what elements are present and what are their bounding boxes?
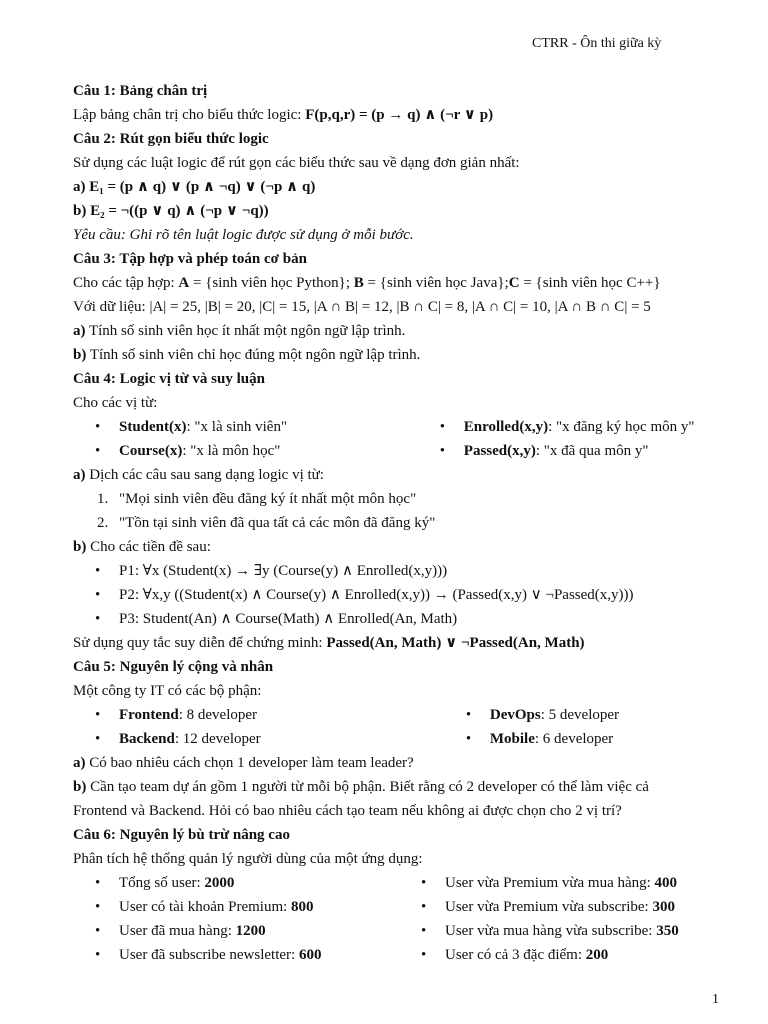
q5-part-a bbox=[73, 751, 733, 775]
bullet-icon: • bbox=[421, 923, 427, 939]
bullet-icon: • bbox=[95, 443, 101, 459]
q1-text bbox=[73, 103, 733, 127]
bullet-icon: • bbox=[95, 587, 101, 603]
list-item bbox=[73, 895, 399, 919]
predicate-name: Course(x) bbox=[119, 443, 183, 459]
bullet-icon: • bbox=[465, 707, 472, 723]
list-item bbox=[73, 919, 399, 943]
bullet-icon: • bbox=[439, 443, 446, 459]
list-item bbox=[73, 727, 444, 751]
stat-value: 200 bbox=[585, 947, 609, 963]
predicate-name: Enrolled(x,y) bbox=[463, 419, 549, 435]
stat-label: User có cả 3 đặc điểm: bbox=[445, 947, 586, 963]
set-a-label: A bbox=[178, 275, 190, 291]
list-item bbox=[418, 415, 733, 439]
bullet-icon: • bbox=[95, 947, 101, 963]
q5-intro: Một công ty IT có các bộ phận: bbox=[73, 683, 262, 699]
list-item bbox=[73, 703, 444, 727]
q6-title: Câu 6: Nguyên lý bù trừ nâng cao bbox=[73, 827, 290, 843]
q4-a-item: "Mọi sinh viên đều đăng ký ít nhất một môn học" bbox=[119, 491, 417, 507]
bullet-icon: • bbox=[95, 419, 101, 435]
stat-label: Tổng số user: bbox=[119, 875, 205, 891]
dept-name: DevOps bbox=[489, 707, 541, 723]
dept-desc: : 12 developer bbox=[174, 731, 261, 747]
bullet-icon: • bbox=[421, 899, 427, 915]
q4-intro: Cho các vị từ: bbox=[73, 395, 158, 411]
q1-expression: F(p,q,r) = (p → q) ∧ (¬r ∨ p) bbox=[305, 107, 494, 123]
q3-a-label: a) bbox=[73, 323, 86, 339]
bullet-icon: • bbox=[95, 875, 101, 891]
q5-a-label: a) bbox=[73, 755, 86, 771]
q5-part-b bbox=[73, 775, 733, 799]
q4-b-text: Cho các tiền đề sau: bbox=[86, 539, 211, 555]
stat-label: User vừa Premium vừa subscribe: bbox=[445, 899, 653, 915]
page-number: 1 bbox=[712, 992, 719, 1007]
list-item bbox=[399, 943, 733, 967]
stat-value: 2000 bbox=[204, 875, 235, 891]
list-item bbox=[73, 511, 733, 535]
bullet-icon: • bbox=[95, 923, 101, 939]
bullet-icon: • bbox=[439, 419, 446, 435]
page-header: CTRR - Ôn thi giữa kỳ bbox=[532, 36, 662, 51]
dept-desc: : 6 developer bbox=[534, 731, 614, 747]
q1-title: Câu 1: Bảng chân trị bbox=[73, 83, 208, 99]
q4-conclusion-text: Sử dụng quy tắc suy diễn để chứng minh: bbox=[73, 635, 327, 651]
q3-a-text: Tính số sinh viên học ít nhất một ngôn ngữ lập trình. bbox=[85, 323, 406, 339]
q6-intro: Phân tích hệ thống quản lý người dùng của một ứng dụng: bbox=[73, 851, 423, 867]
q4-title: Câu 4: Logic vị từ và suy luận bbox=[73, 371, 265, 387]
q3-sets-prefix: Cho các tập hợp: bbox=[73, 275, 179, 291]
list-item bbox=[444, 703, 733, 727]
stat-value: 400 bbox=[654, 875, 678, 891]
predicate-desc: : "x đã qua môn y" bbox=[535, 443, 649, 459]
q4-b-label: b) bbox=[73, 539, 87, 555]
predicate-name: Student(x) bbox=[119, 419, 187, 435]
stat-label: User đã subscribe newsletter: bbox=[119, 947, 299, 963]
bullet-icon: • bbox=[95, 899, 101, 915]
q2-part-b: b) E₂ = ¬((p ∨ q) ∧ (¬p ∨ ¬q)) bbox=[73, 203, 269, 219]
bullet-icon: • bbox=[95, 611, 101, 627]
predicate-name: Passed(x,y) bbox=[463, 443, 536, 459]
q4-a-text: Dịch các câu sau sang dạng logic vị từ: bbox=[85, 467, 324, 483]
q3-sets bbox=[73, 271, 733, 295]
q3-b-text: Tính số sinh viên chỉ học đúng một ngôn ngữ lập trình. bbox=[86, 347, 421, 363]
q5-dept-list bbox=[73, 703, 733, 751]
q5-part-b-cont: Frontend và Backend. Hỏi có bao nhiêu cách tạo team nếu không ai được chọn cho 2 vị trí? bbox=[73, 803, 622, 819]
q2-requirement: Yêu cầu: Ghi rõ tên luật logic được sử dụng ở mỗi bước. bbox=[73, 227, 414, 243]
list-item bbox=[73, 607, 733, 631]
q5-a-text: Có bao nhiêu cách chọn 1 developer làm team leader? bbox=[85, 755, 414, 771]
q5-b-label: b) bbox=[73, 779, 87, 795]
q3-title: Câu 3: Tập hợp và phép toán cơ bản bbox=[73, 251, 307, 267]
stat-value: 600 bbox=[298, 947, 322, 963]
q4-part-b bbox=[73, 535, 733, 559]
list-number: 2. bbox=[97, 515, 109, 531]
set-b-label: B bbox=[353, 275, 364, 291]
stat-label: User vừa Premium vừa mua hàng: bbox=[445, 875, 655, 891]
dept-name: Mobile bbox=[489, 731, 535, 747]
q4-a-label: a) bbox=[73, 467, 86, 483]
set-c-def: = {sinh viên học C++} bbox=[519, 275, 661, 291]
bullet-icon: • bbox=[95, 707, 101, 723]
bullet-icon: • bbox=[421, 947, 427, 963]
set-c-label: C bbox=[508, 275, 520, 291]
stat-value: 800 bbox=[291, 899, 314, 915]
list-item bbox=[399, 919, 733, 943]
q4-part-a bbox=[73, 463, 733, 487]
stat-label: User vừa mua hàng vừa subscribe: bbox=[445, 923, 657, 939]
bullet-icon: • bbox=[95, 731, 101, 747]
q5-title: Câu 5: Nguyên lý cộng và nhân bbox=[73, 659, 274, 675]
list-number: 1. bbox=[97, 491, 109, 507]
stat-value: 300 bbox=[652, 899, 675, 915]
set-a-def: = {sinh viên học Python}; bbox=[189, 275, 354, 291]
list-item bbox=[73, 487, 733, 511]
q3-part-b bbox=[73, 343, 733, 367]
q4-predicate-list bbox=[73, 415, 733, 463]
list-item bbox=[399, 895, 733, 919]
premise-p1: P1: ∀x (Student(x) → ∃y (Course(y) ∧ Enrolled(x,y))) bbox=[119, 563, 448, 579]
list-item bbox=[73, 415, 418, 439]
bullet-icon: • bbox=[465, 731, 472, 747]
stat-label: User có tài khoản Premium: bbox=[119, 899, 292, 915]
list-item bbox=[399, 871, 733, 895]
premise-p3: P3: Student(An) ∧ Course(Math) ∧ Enrolled(An, Math) bbox=[119, 611, 458, 627]
list-item bbox=[444, 727, 733, 751]
dept-name: Frontend bbox=[119, 707, 179, 723]
q4-a-item: "Tồn tại sinh viên đã qua tất cả các môn đã đăng ký" bbox=[119, 515, 436, 531]
bullet-icon: • bbox=[95, 563, 101, 579]
document-body bbox=[73, 79, 733, 967]
predicate-desc: : "x đăng ký học môn y" bbox=[548, 419, 695, 435]
q6-stats-list bbox=[73, 871, 733, 967]
stat-value: 350 bbox=[656, 923, 679, 939]
list-item bbox=[73, 583, 733, 607]
q1-text-body: Lập bảng chân trị cho biểu thức logic: bbox=[73, 107, 306, 123]
set-b-def: = {sinh viên học Java}; bbox=[363, 275, 509, 291]
dept-desc: : 5 developer bbox=[540, 707, 620, 723]
list-item bbox=[73, 871, 399, 895]
q2-part-a: a) E₁ = (p ∧ q) ∨ (p ∧ ¬q) ∨ (¬p ∧ q) bbox=[73, 179, 316, 195]
q3-part-a bbox=[73, 319, 733, 343]
q4-conclusion bbox=[73, 631, 733, 655]
q4-conclusion-expr: Passed(An, Math) ∨ ¬Passed(An, Math) bbox=[326, 635, 585, 651]
predicate-desc: : "x là sinh viên" bbox=[186, 419, 288, 435]
q3-data: Với dữ liệu: |A| = 25, |B| = 20, |C| = 15, |A ∩ B| = 12, |B ∩ C| = 8, |A ∩ C| = 10, |A ∩ B ∩ C| = 5 bbox=[73, 299, 651, 315]
bullet-icon: • bbox=[421, 875, 427, 891]
list-item bbox=[73, 943, 399, 967]
predicate-desc: : "x là môn học" bbox=[182, 443, 281, 459]
q3-b-label: b) bbox=[73, 347, 87, 363]
q2-title: Câu 2: Rút gọn biểu thức logic bbox=[73, 131, 269, 147]
stat-label: User đã mua hàng: bbox=[119, 923, 236, 939]
dept-name: Backend bbox=[119, 731, 175, 747]
stat-value: 1200 bbox=[235, 923, 266, 939]
list-item bbox=[73, 439, 418, 463]
q5-b-text-1: Cần tạo team dự án gồm 1 người từ mỗi bộ phận. Biết rằng có 2 developer có thể làm việc cả bbox=[86, 779, 649, 795]
premise-p2: P2: ∀x,y ((Student(x) ∧ Course(y) ∧ Enrolled(x,y)) → (Passed(x,y) ∨ ¬Passed(x,y))) bbox=[119, 587, 634, 603]
q2-text: Sử dụng các luật logic để rút gọn các biểu thức sau về dạng đơn giản nhất: bbox=[73, 155, 520, 171]
dept-desc: : 8 developer bbox=[178, 707, 258, 723]
list-item bbox=[418, 439, 733, 463]
list-item bbox=[73, 559, 733, 583]
